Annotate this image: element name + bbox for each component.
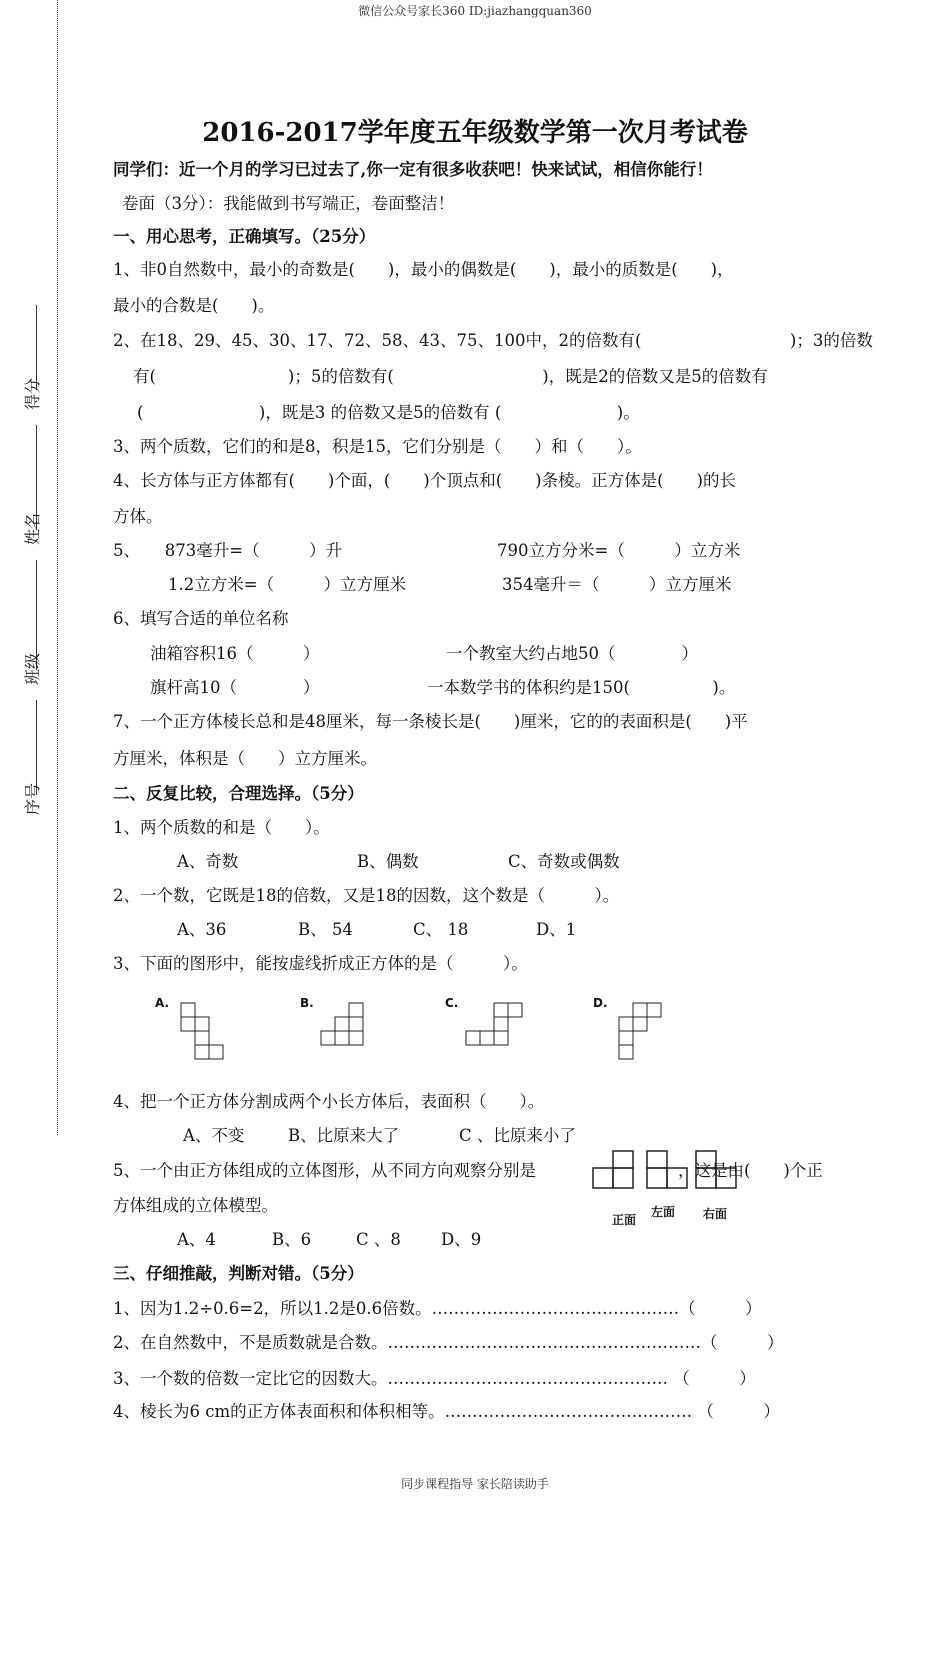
s2-q4: 4、把一个正方体分割成两个小长方体后，表面积（ ）。 (113, 1092, 545, 1111)
s2-q2-opt-b: B、 54 (298, 920, 353, 939)
s3-q2: 2、在自然数中，不是质数就是合数。…………………………………………………（ ） (113, 1333, 784, 1352)
page-header: 微信公众号家长360 ID:jiazhangquan360 (358, 4, 592, 18)
class-label: 班级 (23, 652, 42, 685)
section3-heading: 三、仔细推敲，判断对错。（5分） (113, 1264, 364, 1283)
s2-q2-opt-d: D、1 (536, 920, 577, 939)
s2-q4-opt-a: A、不变 (183, 1126, 245, 1145)
seat-blank (36, 700, 37, 795)
cube-net-b (320, 1002, 370, 1046)
s1-q6-a: 油箱容积16（ ） (150, 644, 320, 663)
s1-q6: 6、填写合适的单位名称 (113, 609, 289, 628)
section1-heading: 一、用心思考，正确填写。（25分） (113, 227, 376, 246)
name-label: 姓名 (23, 512, 42, 545)
view-left-label: 左面 (651, 1205, 676, 1219)
s2-q2-opt-c: C、 18 (413, 920, 469, 939)
s1-q7-line1: 7、一个正方体棱长总和是48厘米，每一条棱长是( )厘米，它的的表面积是( )平 (113, 712, 748, 731)
s2-q1: 1、两个质数的和是（ ）。 (113, 818, 330, 837)
neatness-text: 卷面（3分）：我能做到书写端正，卷面整洁！ (122, 194, 455, 213)
s1-q6-c: 旗杆高10（ ） (150, 678, 320, 697)
net-label-a: A. (155, 996, 170, 1010)
s1-q1-line2: 最小的合数是( )。 (113, 296, 275, 315)
view-right-label: 右面 (703, 1207, 728, 1221)
s1-q5-c: 1.2立方米=（ ）立方厘米 (168, 575, 407, 594)
s1-q2-line3: ( )，既是3 的倍数又是5的倍数有 ( )。 (137, 403, 640, 422)
cube-net-d (618, 1002, 668, 1062)
s3-q1: 1、因为1.2÷0.6=2，所以1.2是0.6倍数。………………………………………（ ） (113, 1299, 762, 1318)
s1-q1-line1: 1、非0自然数中，最小的奇数是( )，最小的偶数是( )，最小的质数是( )， (113, 260, 734, 279)
seat-label: 序号 (23, 782, 42, 815)
cube-net-a (180, 1002, 232, 1072)
intro-text: 同学们：近一个月的学习已过去了,你一定有很多收获吧！快来试试，相信你能行！ (113, 160, 713, 179)
s2-q5-opt-a: A、4 (177, 1230, 216, 1249)
s1-q7-line2: 方厘米，体积是（ ）立方厘米。 (113, 749, 377, 768)
s1-q6-b: 一个教室大约占地50（ ） (446, 644, 698, 663)
s1-q5-b: 790立方分米=（ ）立方米 (497, 541, 741, 560)
s2-q5-line2: 方体组成的立体模型。 (113, 1196, 278, 1215)
s3-q4: 4、棱长为6 cm的正方体表面积和体积相等。……………………………………… （ ） (113, 1402, 780, 1421)
net-label-c: C. (445, 996, 459, 1010)
s1-q5-a: 5、 873毫升=（ ）升 (113, 541, 343, 560)
page-footer: 同步课程指导 家长陪读助手 (401, 1477, 549, 1491)
s2-q1-opt-b: B、偶数 (357, 852, 419, 871)
net-label-d: D. (593, 996, 608, 1010)
s1-q6-d: 一本数学书的体积约是150( )。 (427, 678, 736, 697)
section2-heading: 二、反复比较，合理选择。（5分） (113, 784, 364, 803)
s2-q2: 2、一个数，它既是18的倍数，又是18的因数，这个数是（ ）。 (113, 886, 620, 905)
s2-q5-line1: 5、一个由正方体组成的立体图形，从不同方向观察分别是 (113, 1161, 536, 1180)
s1-q2-line2: 有( )；5的倍数有( )，既是2的倍数又是5的倍数有 (133, 367, 768, 386)
s2-q4-opt-b: B、比原来大了 (288, 1126, 400, 1145)
s2-q5-line1-end: ，这是由( )个正 (678, 1161, 823, 1180)
s3-q3: 3、一个数的倍数一定比它的因数大。…………………………………………… （ ） (113, 1369, 756, 1388)
score-label: 得分 (23, 377, 42, 410)
view-front-label: 正面 (612, 1213, 637, 1227)
s2-q4-opt-c: C 、比原来小了 (459, 1126, 576, 1145)
s2-q1-opt-a: A、奇数 (177, 852, 239, 871)
s2-q5-opt-c: C 、8 (356, 1230, 401, 1249)
s2-q5-opt-b: B、6 (272, 1230, 312, 1249)
binding-margin-line (57, 0, 58, 1135)
s1-q2-line1: 2、在18、29、45、30、17、72、58、43、75、100中，2的倍数有( )；3的倍数 (113, 331, 873, 350)
s2-q3: 3、下面的图形中，能按虚线折成正方体的是（ ）。 (113, 954, 528, 973)
page-title: 2016-2017学年度五年级数学第一次月考试卷 (202, 118, 748, 148)
s2-q2-opt-a: A、36 (177, 920, 227, 939)
s1-q5-d: 354毫升＝（ ）立方厘米 (502, 575, 732, 594)
s1-q4-line2: 方体。 (113, 507, 163, 526)
s1-q3: 3、两个质数，它们的和是8，积是15，它们分别是（ ）和（ ）。 (113, 437, 642, 456)
s2-q1-opt-c: C、奇数或偶数 (508, 852, 620, 871)
cube-net-c (465, 1002, 529, 1046)
s1-q4-line1: 4、长方体与正方体都有( )个面，( )个顶点和( )条棱。正方体是( )的长 (113, 471, 736, 490)
s2-q5-opt-d: D、9 (441, 1230, 482, 1249)
net-label-b: B. (300, 996, 314, 1010)
